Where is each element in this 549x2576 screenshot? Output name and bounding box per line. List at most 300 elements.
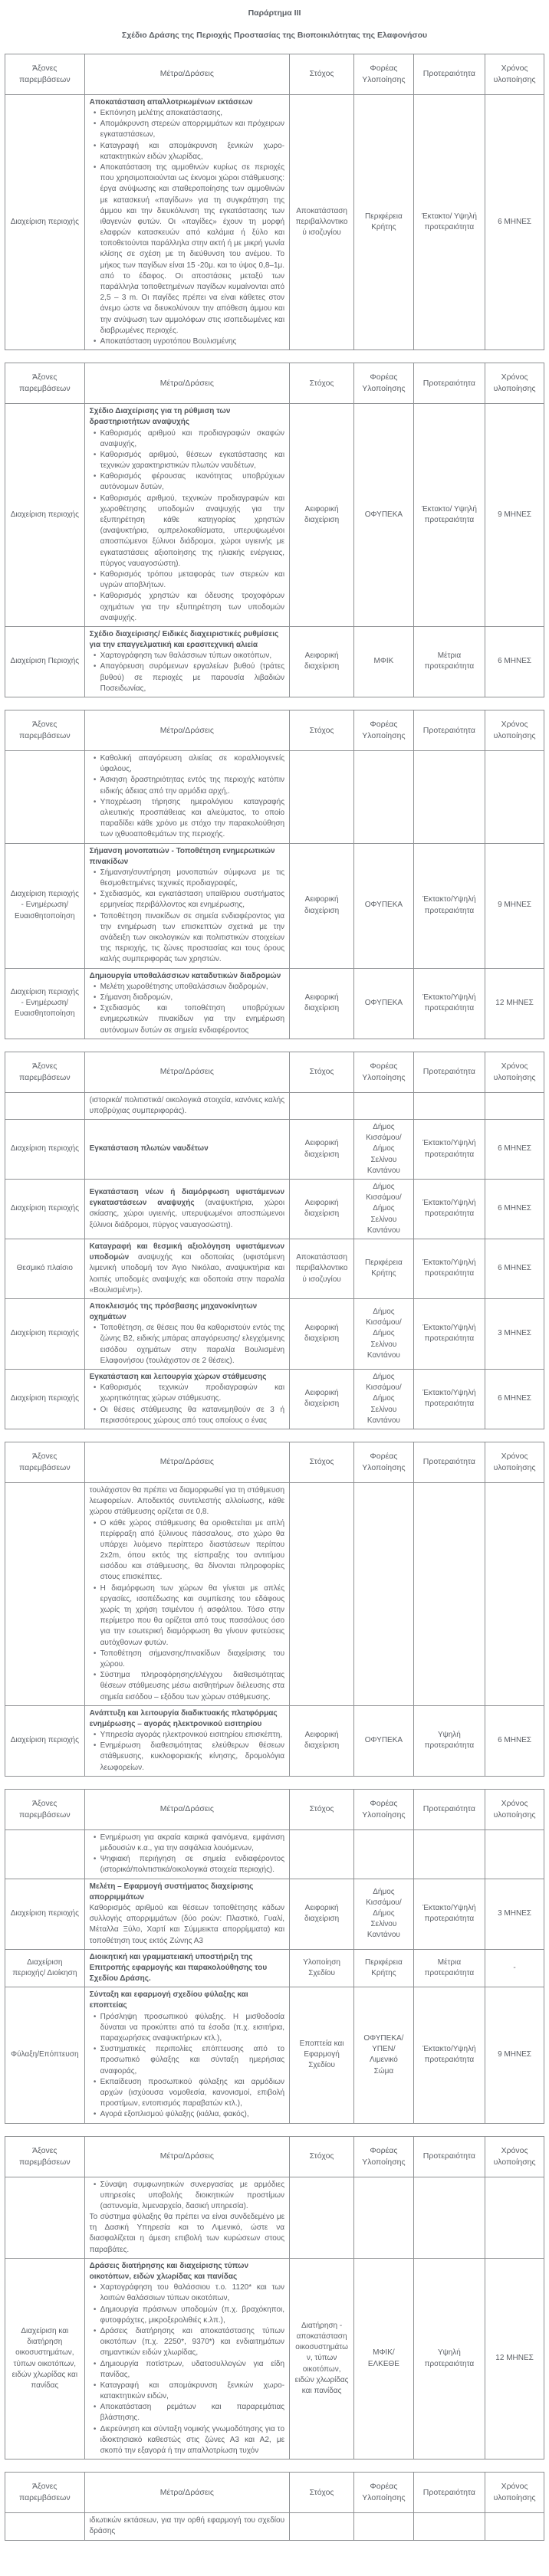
measure-heading: Μελέτη – Εφαρμογή συστήματος διαχείρισης απορριμμάτων — [89, 1882, 254, 1902]
cell-priority: Έκτακτο/Υψηλή προτεραιότητα — [413, 1239, 485, 1298]
cell-axis: Θεσμικό πλαίσιο — [5, 1239, 85, 1298]
cell-measures — [84, 1705, 289, 1776]
bullet-icon: • — [93, 797, 97, 806]
cell-axis: Διαχείριση και διατήρηση οικοσυστημάτων, τύπων οικοτόπων, ειδών χλωρίδας και πανίδας — [5, 2258, 85, 2459]
cell-axis: Διαχείριση περιοχής/ Διοίκηση — [5, 1949, 85, 1987]
table-row — [5, 1092, 544, 1119]
measure-bullet: • Καταγραφή και απομάκρυνση ξενικών χωρο-κατακτητικών ειδών χλωρίδας, — [90, 141, 284, 162]
column-header: Άξονες παρεμβάσεων — [5, 2136, 85, 2177]
measure-bullet: • Σήμανση/συντήρηση μονοπατιών σύμφωνα με τις θεσμοθετημένες τεχνικές προδιαγραφές, — [90, 868, 284, 889]
cell-priority — [413, 1092, 485, 1119]
cell-priority: Υψηλή προτεραιότητα — [413, 2258, 485, 2459]
cell-measures — [84, 1879, 289, 1949]
column-header: Στόχος — [290, 1789, 354, 1829]
measure-heading: Εγκατάσταση πλωτών ναυδέτων — [89, 1144, 209, 1153]
column-header: Φορέας Υλοποίησης — [354, 1052, 414, 1092]
column-header: Στόχος — [290, 1052, 354, 1092]
measure-heading: Σχέδιο Διαχείρισης για τη ρύθμιση των δραστηριοτήτων αναψυχής — [89, 407, 231, 427]
header-row — [5, 1789, 544, 1829]
measure-heading: Διοικητική και γραμματειακή υποστήριξη της Επιτροπής εφαρμογής και παρακολούθησης του Σχεδίου Δράσης. — [89, 1952, 268, 1984]
column-header: Χρόνος υλοποίησης — [485, 710, 544, 751]
cell-time: 9 ΜΗΝΕΣ — [485, 1987, 544, 2123]
cell-priority — [413, 1829, 485, 1879]
measure-bullet: • Συστηματικές περιπολίες επόπτευσης από το προσωπικό φύλαξης και σύνταξη ημερήσιας αναφοράς, — [90, 2044, 284, 2077]
measure-heading: Αποκλεισμός της πρόσβασης μηχανοκίνητων οχημάτων — [89, 1301, 258, 1322]
measure-bullet: • Σχεδιασμός και τοποθέτηση υποβρύχιων ενημερωτικών πινακίδων για την ενημέρωση αυτόνομων δυτών σε σημεία ενδιαφέροντος — [90, 1003, 284, 1036]
column-header: Χρόνος υλοποίησης — [485, 1789, 544, 1829]
cell-time: 9 ΜΗΝΕΣ — [485, 843, 544, 968]
measure-bullet: • Δημιουργία ποτίστρων, υδατοσυλλογών για είδη πανίδας, — [90, 2359, 284, 2381]
column-header: Προτεραιότητα — [413, 54, 485, 94]
column-header: Χρόνος υλοποίησης — [485, 2473, 544, 2513]
measure-heading: Δημιουργία υποθαλάσσιων καταδυτικών διαδρομών — [89, 971, 281, 980]
measure-bullet: • Αποκατάσταση υγροτόπου Βουλισμένης — [90, 336, 284, 347]
header-row — [5, 363, 544, 404]
bullet-icon: • — [93, 1324, 97, 1333]
cell-priority: Έκτακτο/Υψηλή προτεραιότητα — [413, 843, 485, 968]
cell-priority: Έκτακτο/ Υψηλή προτεραιότητα — [413, 404, 485, 627]
measure-bullet: • Δημιουργία πράσινων υποδομών (π.χ. βραχόκηποι, φυτοφράχτες, μικροξερολιθιές κ.λπ.), — [90, 2305, 284, 2326]
column-header: Μέτρα/Δράσεις — [84, 2136, 289, 2177]
bullet-icon: • — [93, 1741, 97, 1751]
cell-agency: ΟΦΥΠΕΚΑ — [354, 843, 414, 968]
measure-bullet: • Πρόσληψη προσωπικού φύλαξης. Η μισθοδοσία δύναται να προκύπτει από τα έσοδα (π.χ. εισιτήρια, παραχωρήσεις αναψυκτήριων κτλ.), — [90, 2012, 284, 2045]
cell-axis: Διαχείριση περιοχής — [5, 94, 85, 349]
cell-time: 12 ΜΗΝΕΣ — [485, 2258, 544, 2459]
measure-bullet: • Καταγραφή και απομάκρυνση ξενικών χωρο-κατακτητικών ειδών, — [90, 2381, 284, 2402]
measure-bullet: • Τοποθέτηση πινακίδων σε σημεία ενδιαφέροντος για την ενημέρωση των επισκεπτών σχετικά με την ανάδειξη των οικολογικών και πολιτιστικών στοιχείων της περιοχής, τις ζώνες προστασίας και τους όρους καλής συμπεριφοράς των χρηστών. — [90, 911, 284, 966]
action-table — [5, 54, 544, 350]
bullet-icon: • — [93, 2110, 97, 2119]
cell-agency: Δήμος Κισσάμου/ Δήμος Σελίνου Καντάνου — [354, 1370, 414, 1429]
measure-paragraph: τουλάχιστον θα πρέπει να διαμορφωθεί για τη στάθμευση λεωφορείων. Αποδεκτός συντελεστής αλλοίωσης, κάθε χώρου στάθμευσης ορίζεται σε 0,8. — [89, 1485, 285, 1517]
cell-agency: Περιφέρεια Κρήτης — [354, 1949, 414, 1987]
cell-axis: Φύλαξη/Επόπτευση — [5, 1987, 85, 2123]
cell-time — [485, 1092, 544, 1119]
measure-lead: Καταγραφή και θεσμική αξιολόγηση υφιστάμενων υποδομών αναψυχής και οδοποιίας (υφιστάμενη λιμενική υποδομή τον Άγιο Νικόλαο, αναψυκτήρια και λοιπές υποδομές αναψυχής και οδοποιία στην παραλία «Βουλισμένη»). — [89, 1242, 285, 1295]
cell-axis: Διαχείριση περιοχής — [5, 1120, 85, 1180]
cell-axis — [5, 1829, 85, 1879]
table-row — [5, 94, 544, 349]
table-row — [5, 626, 544, 697]
measure-paragraph: ιδιωτικών εκτάσεων, για την ορθή εφαρμογή του σχεδίου δράσης — [89, 2516, 285, 2536]
cell-measures — [84, 1092, 289, 1119]
cell-agency: ΜΦΙΚ — [354, 626, 414, 697]
table-row — [5, 843, 544, 968]
bullet-icon: • — [93, 336, 97, 346]
cell-time: 6 ΜΗΝΕΣ — [485, 1239, 544, 1298]
column-header: Φορέας Υλοποίησης — [354, 1789, 414, 1829]
cell-axis: Διαχείριση περιοχής — [5, 1705, 85, 1776]
cell-axis: Διαχείριση περιοχής — [5, 1180, 85, 1239]
measure-bullet: • Καθορισμός αριθμού και προδιαγραφών σκαφών αναψυχής, — [90, 428, 284, 450]
column-header: Προτεραιότητα — [413, 1789, 485, 1829]
measure-bullet: • Χαρτογράφηση του θαλάσσιου τ.ο. 1120* και των λοιπών θαλάσσιων τύπων οικοτόπων, — [90, 2282, 284, 2304]
column-header: Μέτρα/Δράσεις — [84, 710, 289, 751]
cell-goal — [290, 1482, 354, 1705]
cell-measures — [84, 404, 289, 627]
page-title: Παράρτημα ΙΙΙ — [248, 8, 301, 18]
table-row — [5, 1298, 544, 1369]
bullet-icon: • — [93, 2012, 97, 2021]
column-header: Στόχος — [290, 54, 354, 94]
header-row — [5, 710, 544, 751]
cell-time: 12 ΜΗΝΕΣ — [485, 968, 544, 1039]
cell-priority — [413, 1482, 485, 1705]
cell-goal: Αειφορική διαχείριση — [290, 968, 354, 1039]
action-table — [5, 2472, 544, 2540]
measure-bullet: • Αγορά εξοπλισμού φύλαξης (κιάλια, φακός), — [90, 2109, 284, 2120]
bullet-icon: • — [93, 651, 97, 661]
bullet-icon: • — [93, 1649, 97, 1658]
column-header: Φορέας Υλοποίησης — [354, 363, 414, 404]
cell-axis: Διαχείριση περιοχής — [5, 1879, 85, 1949]
cell-goal: Εποπτεία και Εφαρμογή Σχεδίου — [290, 1987, 354, 2123]
header-row — [5, 1052, 544, 1092]
table-row — [5, 1987, 544, 2123]
column-header: Προτεραιότητα — [413, 710, 485, 751]
cell-axis — [5, 751, 85, 844]
cell-time: 3 ΜΗΝΕΣ — [485, 1298, 544, 1369]
cell-priority: Έκτακτο/ Υψηλή προτεραιότητα — [413, 94, 485, 349]
cell-goal: Αειφορική διαχείριση — [290, 1298, 354, 1369]
cell-measures — [84, 968, 289, 1039]
bullet-icon: • — [93, 120, 97, 129]
bullet-icon: • — [93, 2305, 97, 2314]
column-header: Μέτρα/Δράσεις — [84, 1052, 289, 1092]
cell-measures — [84, 1370, 289, 1429]
bullet-icon: • — [93, 162, 97, 172]
measure-bullet: • Ο κάθε χώρος στάθμευσης θα οριοθετείται με απλή περίφραξη από ξύλινους πάσσαλους, στο χώρο θα υπάρχει λυόμενο περίπτερο διαστάσεων περίπου 2x2m, όπου εκτός της είσπραξης του αντιτίμου εισόδου και στάθμευσης, θα δίνονται πληροφορίες στους επισκέπτες. — [90, 1518, 284, 1583]
table-row — [5, 1180, 544, 1239]
measure-bullet: • Καθορισμός αριθμού, τεχνικών προδιαγραφών και χωροθέτησης υποδομών αναψυχής για την εξυπηρέτηση κάθε κατηγορίας χρηστών (αναψυκτήρια, ομπρελοκαθίσματα, υπερυψωμένοι αποσπώμενοι ξύλινοι διάδρομοι, χώροι υγιεινής με εγκαταστάσεις αξιοποίησης της ηλιακής ενέργειας, πύργος ναυαγοσώστη). — [90, 494, 284, 569]
cell-time: 9 ΜΗΝΕΣ — [485, 404, 544, 627]
action-table — [5, 363, 544, 697]
cell-measures — [84, 1239, 289, 1298]
cell-time — [485, 751, 544, 844]
bullet-icon: • — [93, 911, 97, 920]
cell-measures — [84, 1120, 289, 1180]
table-row — [5, 2177, 544, 2258]
cell-goal: Υλοποίηση Σχεδίου — [290, 1949, 354, 1987]
measure-bullet: • Αποκατάσταση της αμμοθινών κυρίως σε περιοχές που χρησιμοποιούνται ως έκνομοι χώροι στάθμευσης: έργα ανύψωσης και σταθεροποίησης των αμμοθινών με κατασκευή «παγίδων» για τη συγκράτηση της άμμου και την διευκόλυνση της εγκατάστασης των ιθαγενών φυτών. Οι «παγίδες» έχουν τη μορφή ελαφρών κατασκευών από καλάμια ή ξύλο και τοποθετούνται παράλληλα στην ακτή ή με μικρή γωνία κλίσης σε σχέση με τη διεύθυνση του ανέμου. Το μήκος των παγίδων είναι 15 -20μ. και το ύψος 0,8–1μ. από το έδαφος. Οι αποστάσεις μεταξύ των παράλληλα τοποθετημένων παγίδων κυμαίνονται από 2,5 – 3 m. Οι παγίδες πρέπει να είναι κάθετες στον άνεμο ώστε να διευκολύνουν την απόθεση άμμου και την ανύψωση των αμμολόφων στις ισοπεδωμένες και διαβρωμένες περιοχές. — [90, 162, 284, 336]
measure-bullet: • Καθορισμός φέρουσας ικανότητας υποβρύχιων αυτόνομων δυτών, — [90, 471, 284, 493]
measure-bullet: • Σήμανση διαδρομών, — [90, 993, 284, 1003]
cell-goal: Αειφορική διαχείριση — [290, 1705, 354, 1776]
bullet-icon: • — [93, 2283, 97, 2292]
cell-goal — [290, 751, 354, 844]
tables-container — [5, 54, 544, 2541]
cell-agency — [354, 1482, 414, 1705]
bullet-icon: • — [93, 776, 97, 785]
cell-measures — [84, 1180, 289, 1239]
header-row — [5, 1442, 544, 1482]
cell-axis — [5, 1092, 85, 1119]
cell-goal — [290, 2513, 354, 2540]
cell-agency: ΟΦΥΠΕΚΑ — [354, 404, 414, 627]
cell-axis — [5, 1482, 85, 1705]
cell-priority: Έκτακτο/Υψηλή προτεραιότητα — [413, 1180, 485, 1239]
bullet-icon: • — [93, 1518, 97, 1528]
cell-priority: Υψηλή προτεραιότητα — [413, 1705, 485, 1776]
column-header: Χρόνος υλοποίησης — [485, 1052, 544, 1092]
cell-agency: Περιφέρεια Κρήτης — [354, 1239, 414, 1298]
cell-measures — [84, 626, 289, 697]
bullet-icon: • — [93, 141, 97, 150]
cell-measures — [84, 1298, 289, 1369]
measure-bullet: • Υπηρεσία αγοράς ηλεκτρονικού εισιτηρίου επισκέπτη, — [90, 1730, 284, 1741]
bullet-icon: • — [93, 1833, 97, 1842]
cell-measures — [84, 1949, 289, 1987]
action-table — [5, 2136, 544, 2460]
column-header: Στόχος — [290, 710, 354, 751]
cell-agency — [354, 2177, 414, 2258]
table-row — [5, 751, 544, 844]
cell-goal — [290, 1092, 354, 1119]
cell-time: 3 ΜΗΝΕΣ — [485, 1879, 544, 1949]
cell-time — [485, 1829, 544, 1879]
column-header: Φορέας Υλοποίησης — [354, 710, 414, 751]
column-header: Μέτρα/Δράσεις — [84, 363, 289, 404]
cell-agency: Δήμος Κισσάμου/ Δήμος Σελίνου Καντάνου — [354, 1298, 414, 1369]
column-header: Άξονες παρεμβάσεων — [5, 363, 85, 404]
measure-bullet: • Καθορισμός αριθμού, θέσεων εγκατάστασης και τεχνικών χαρακτηριστικών πλωτών ναυδέτων, — [90, 450, 284, 471]
action-table — [5, 1789, 544, 2124]
bullet-icon: • — [93, 472, 97, 481]
cell-axis: Διαχείριση περιοχής - Ενημέρωση/ Ευαισθητοποίηση — [5, 968, 85, 1039]
cell-axis: Διαχείριση περιοχής — [5, 1370, 85, 1429]
cell-agency: ΟΦΥΠΕΚΑ — [354, 1705, 414, 1776]
column-header: Στόχος — [290, 2473, 354, 2513]
cell-goal — [290, 1829, 354, 1879]
table-row — [5, 1120, 544, 1180]
page-subtitle: Σχέδιο Δράσης της Περιοχής Προστασίας της Βιοποικιλότητας της Ελαφονήσου — [121, 30, 428, 40]
bullet-icon: • — [93, 2077, 97, 2086]
cell-goal: Αειφορική διαχείριση — [290, 843, 354, 968]
measure-paragraph: Το σύστημα φύλαξης θα πρέπει να είναι συνδεδεμένο με τη Δασική Υπηρεσία και το Λιμενικό, ώστε να διασφαλίζεται η άμεση επιβολή των κυρώσεων στους παραβάτες. — [89, 2213, 285, 2254]
cell-priority: Έκτακτο/Υψηλή προτεραιότητα — [413, 1370, 485, 1429]
cell-goal: Διατήρηση - αποκατάσταση οικοσυστημάτων, τύπων οικοτόπων, ειδών χλωρίδας και πανίδας — [290, 2258, 354, 2459]
column-header: Άξονες παρεμβάσεων — [5, 1442, 85, 1482]
measure-bullet: • Ενημέρωση για ακραία καιρικά φαινόμενα, εμφάνιση μεδουσών κ.α., για την ασφάλεια λουόμενων, — [90, 1833, 284, 1854]
cell-agency: Δήμος Κισσάμου/ Δήμος Σελίνου Καντάνου — [354, 1180, 414, 1239]
measure-paragraph: (ιστορικά/ πολιτιστικά/ οικολογικά στοιχεία, κανόνες καλής υποβρύχιας συμπεριφοράς). — [89, 1095, 285, 1115]
measure-heading: Σχέδιο διαχείρισης/ Ειδικές διαχειριστικές ρυθμίσεις για την επαγγελματική και ερασιτεχνική αλιεία — [89, 629, 279, 650]
measure-heading: Εγκατάσταση και λειτουργία χώρων στάθμευσης — [89, 1373, 267, 1381]
cell-goal: Αποκατάσταση περιβαλλοντικού ισοζυγίου — [290, 1239, 354, 1298]
column-header: Φορέας Υλοποίησης — [354, 1442, 414, 1482]
measure-bullet: • Σύναψη συμφωνητικών συνεργασίας με αρμόδιες υπηρεσίες υποβολής διοικητικών προστίμων (αστυνομία, λιμεναρχείο, δασική υπηρεσία). — [90, 2180, 284, 2213]
column-header: Προτεραιότητα — [413, 1052, 485, 1092]
cell-time: 6 ΜΗΝΕΣ — [485, 1180, 544, 1239]
cell-measures — [84, 2513, 289, 2540]
column-header: Προτεραιότητα — [413, 363, 485, 404]
bullet-icon: • — [93, 754, 97, 763]
table-row — [5, 1949, 544, 1987]
column-header: Άξονες παρεμβάσεων — [5, 1052, 85, 1092]
measure-bullet: • Καθορισμός τεχνικών προδιαγραφών και χωρητικότητας χώρων στάθμευσης. — [90, 1383, 284, 1404]
cell-priority — [413, 751, 485, 844]
cell-priority: Έκτακτο/Υψηλή προτεραιότητα — [413, 1120, 485, 1180]
cell-agency — [354, 1092, 414, 1119]
cell-goal: Αειφορική διαχείριση — [290, 1879, 354, 1949]
bullet-icon: • — [93, 1671, 97, 1680]
measure-bullet: • Ψηφιακή περιήγηση σε σημεία ενδιαφέροντος (ιστορικά/πολιτιστικά/οικολογικά στοιχεία περιοχής). — [90, 1854, 284, 1875]
measure-bullet: • Απαγόρευση συρόμενων εργαλείων βυθού (τράτες βυθού) σε περιοχές με παρουσία λιβαδιών Ποσειδωνίας, — [90, 661, 284, 694]
table-row — [5, 1239, 544, 1298]
bullet-icon: • — [93, 662, 97, 671]
column-header: Φορέας Υλοποίησης — [354, 2136, 414, 2177]
table-row — [5, 1879, 544, 1949]
table-row — [5, 1829, 544, 1879]
bullet-icon: • — [93, 494, 97, 503]
bullet-icon: • — [93, 1405, 97, 1414]
measure-bullet: • Αποκατάσταση ρεμάτων και παραρεμάτιας βλάστησης. — [90, 2402, 284, 2423]
cell-priority: Έκτακτο/Υψηλή προτεραιότητα — [413, 1298, 485, 1369]
table-row — [5, 1482, 544, 1705]
measure-bullet: • Μελέτη χωροθέτησης υποθαλάσσιων διαδρομών, — [90, 982, 284, 993]
table-row — [5, 1370, 544, 1429]
measure-bullet: • Δράσεις διατήρησης και αποκατάστασης τύπων οικοτόπων (π.χ. 2250*, 9370*) και ενδιαιτημάτων σημαντικών ειδών χλωρίδας, — [90, 2326, 284, 2359]
bullet-icon: • — [93, 450, 97, 459]
cell-time: 6 ΜΗΝΕΣ — [485, 1120, 544, 1180]
header-row — [5, 54, 544, 94]
column-header: Φορέας Υλοποίησης — [354, 54, 414, 94]
measure-bullet: • Σχεδιασμός, και εγκατάσταση υπαίθριου συστήματος ερμηνείας περιβάλλοντος και ενημέρωσης, — [90, 889, 284, 911]
cell-agency: ΜΦΙΚ/ΕΛΚΕΘΕ — [354, 2258, 414, 2459]
cell-time: - — [485, 1949, 544, 1987]
column-header: Άξονες παρεμβάσεων — [5, 710, 85, 751]
bullet-icon: • — [93, 592, 97, 601]
measure-heading: Αποκατάσταση απαλλοτριωμένων εκτάσεων — [89, 97, 253, 107]
bullet-icon: • — [93, 993, 97, 1002]
cell-agency — [354, 1829, 414, 1879]
measure-bullet: • Απομάκρυνση στερεών απορριμμάτων και πρόχειρων εγκαταστάσεων, — [90, 119, 284, 140]
measure-bullet: • Εκπόνηση μελέτης αποκατάστασης, — [90, 108, 284, 119]
cell-time: 6 ΜΗΝΕΣ — [485, 1370, 544, 1429]
cell-measures — [84, 1482, 289, 1705]
cell-priority: Έκτακτο/Υψηλή προτεραιότητα — [413, 1879, 485, 1949]
cell-agency — [354, 751, 414, 844]
cell-measures — [84, 1987, 289, 2123]
cell-measures — [84, 2258, 289, 2459]
column-header: Μέτρα/Δράσεις — [84, 54, 289, 94]
cell-axis: Διαχείριση περιοχής — [5, 1298, 85, 1369]
cell-agency: ΟΦΥΠΕΚΑ/ ΥΠΕΝ/ Λιμενικό Σώμα — [354, 1987, 414, 2123]
header-row — [5, 2136, 544, 2177]
cell-time: 6 ΜΗΝΕΣ — [485, 1705, 544, 1776]
column-header: Φορέας Υλοποίησης — [354, 2473, 414, 2513]
measure-bullet: • Υποχρέωση τήρησης ημερολόγιου καταγραφής αλιευτικής προσπάθειας και αλιεύματος, το οποίο παραδίδει κάθε χρόνο με στόχο την παρακολούθηση των ιχθυοαποθεμάτων της περιοχής. — [90, 797, 284, 841]
measure-bullet: • Η διαμόρφωση των χώρων θα γίνεται με απλές εργασίες, ισοπέδωσης και συμπίεσης του εδάφους χωρίς τη χρήση τσιμέντου ή ασφάλτου. Τόσο στην περίμετρο που θα ορίζεται από τους πασσάλους όσο για την εσωτερική διαμόρφωση θα γίνουν φυτεύσεις αυτόχθονων φυτών. — [90, 1583, 284, 1649]
measure-bullet: • Ενημέρωση διαθεσιμότητας ελεύθερων θέσεων στάθμευσης, κυκλοφοριακής κίνησης, δρομολόγια λεωφορείων. — [90, 1741, 284, 1774]
column-header: Προτεραιότητα — [413, 2136, 485, 2177]
bullet-icon: • — [93, 890, 97, 899]
column-header: Στόχος — [290, 2136, 354, 2177]
bullet-icon: • — [93, 109, 97, 117]
measure-heading: Ανάπτυξη και λειτουργία διαδικτυακής πλατφόρμας ενημέρωσης – αγοράς ηλεκτρονικού εισιτηρίου — [89, 1708, 278, 1728]
cell-agency: Περιφέρεια Κρήτης — [354, 94, 414, 349]
measure-heading: Δράσεις διατήρησης και διαχείρισης τύπων οικοτόπων, ειδών χλωρίδας και πανίδας — [89, 2261, 249, 2281]
column-header: Μέτρα/Δράσεις — [84, 1442, 289, 1482]
column-header: Στόχος — [290, 1442, 354, 1482]
action-table — [5, 1052, 544, 1429]
cell-priority — [413, 2513, 485, 2540]
column-header: Άξονες παρεμβάσεων — [5, 1789, 85, 1829]
bullet-icon: • — [93, 2045, 97, 2054]
bullet-icon: • — [93, 868, 97, 877]
column-header: Προτεραιότητα — [413, 2473, 485, 2513]
measure-bullet: • Τοποθέτηση, σε θέσεις που θα καθοριστούν εντός της ζώνης Β2, ειδικής μπάρας απαγόρευσης/ ελεγχόμενης εισόδου οχημάτων στην παραλία Βουλισμένη Ελαφονήσου (τουλάχιστον σε 2 θέσεις). — [90, 1323, 284, 1367]
cell-axis: Διαχείριση περιοχής — [5, 404, 85, 627]
cell-measures — [84, 94, 289, 349]
bullet-icon: • — [93, 428, 97, 438]
table-row — [5, 2513, 544, 2540]
column-header: Μέτρα/Δράσεις — [84, 1789, 289, 1829]
bullet-icon: • — [93, 982, 97, 991]
column-header: Προτεραιότητα — [413, 1442, 485, 1482]
bullet-icon: • — [93, 2403, 97, 2412]
measure-bullet: • Εκπαίδευση προσωπικού φύλαξης και αρμόδιων αρχών (ισχύουσα νομοθεσία, κανονισμοί, επιβολή προστίμων, εντοπισμός παραβατών κτλ.), — [90, 2077, 284, 2110]
column-header: Στόχος — [290, 363, 354, 404]
bullet-icon: • — [93, 1583, 97, 1593]
cell-measures — [84, 751, 289, 844]
measure-heading: Σύνταξη και εφαρμογή σχεδίου φύλαξης και εποπτείας — [89, 1990, 248, 2010]
table-row — [5, 404, 544, 627]
measure-paragraph: Καθορισμός αριθμού και θέσεων τοποθέτησης κάδων συλλογής απορριμμάτων (δύο ροών: Πλαστικό, Γυαλί, Μέταλλα Ξύλο, Χαρτί και Σύμμεικτα απορρίμματα) και τοποθέτηση τους εκτός Ζώνης Α3 — [89, 1903, 285, 1945]
cell-axis: Διαχείριση Περιοχής — [5, 626, 85, 697]
measure-bullet: • Τοποθέτηση σήμανσης/πινακίδων διαχείρισης του χώρου. — [90, 1649, 284, 1670]
bullet-icon: • — [93, 2326, 97, 2335]
cell-goal: Αειφορική διαχείριση — [290, 1120, 354, 1180]
cell-time — [485, 1482, 544, 1705]
bullet-icon: • — [93, 2359, 97, 2368]
measure-bullet: • Σύστημα πληροφόρησης/ελέγχου διαθεσιμότητας θέσεων στάθμευσης μέσω αισθητήρων διέλευσης στα σημεία εισόδου – εξόδου των χώρων στάθμευσης. — [90, 1670, 284, 1703]
measure-bullet: • Χαρτογράφηση των θαλάσσιων τύπων οικοτόπων, — [90, 651, 284, 661]
table-row — [5, 2258, 544, 2459]
table-row — [5, 968, 544, 1039]
cell-time — [485, 2177, 544, 2258]
column-header: Χρόνος υλοποίησης — [485, 363, 544, 404]
cell-goal: Αειφορική διαχείριση — [290, 404, 354, 627]
cell-agency: Δήμος Κισσάμου/ Δήμος Σελίνου Καντάνου — [354, 1879, 414, 1949]
cell-measures — [84, 843, 289, 968]
cell-axis: Διαχείριση περιοχής - Ενημέρωση/ Ευαισθητοποίηση — [5, 843, 85, 968]
cell-goal: Αειφορική διαχείριση — [290, 1180, 354, 1239]
bullet-icon: • — [93, 1731, 97, 1740]
measure-bullet: • Καθορισμός τρόπου μεταφοράς των στερεών και υγρών αποβλήτων. — [90, 569, 284, 591]
cell-goal: Αειφορική διαχείριση — [290, 626, 354, 697]
cell-priority — [413, 2177, 485, 2258]
measure-bullet: • Καθολική απαγόρευση αλιείας σε κοραλλιογενείς ύφαλους, — [90, 753, 284, 775]
bullet-icon: • — [93, 1383, 97, 1393]
bullet-icon: • — [93, 1004, 97, 1013]
measure-bullet: • Καθορισμός χρηστών και όδευσης τροχοφόρων οχημάτων για την εξυπηρέτηση των υποδομών αναψυχής. — [90, 591, 284, 624]
column-header: Άξονες παρεμβάσεων — [5, 54, 85, 94]
cell-agency — [354, 2513, 414, 2540]
cell-goal: Αειφορική διαχείριση — [290, 1370, 354, 1429]
cell-time: 6 ΜΗΝΕΣ — [485, 626, 544, 697]
cell-agency: Δήμος Κισσάμου/ Δήμος Σελίνου Καντάνου — [354, 1120, 414, 1180]
cell-goal — [290, 2177, 354, 2258]
cell-axis — [5, 2513, 85, 2540]
cell-time: 6 ΜΗΝΕΣ — [485, 94, 544, 349]
cell-measures — [84, 2177, 289, 2258]
cell-priority: Έκτακτο/Υψηλή προτεραιότητα — [413, 968, 485, 1039]
cell-priority: Έκτακτο/Υψηλή προτεραιότητα — [413, 1987, 485, 2123]
bullet-icon: • — [93, 1855, 97, 1864]
column-header: Χρόνος υλοποίησης — [485, 1442, 544, 1482]
